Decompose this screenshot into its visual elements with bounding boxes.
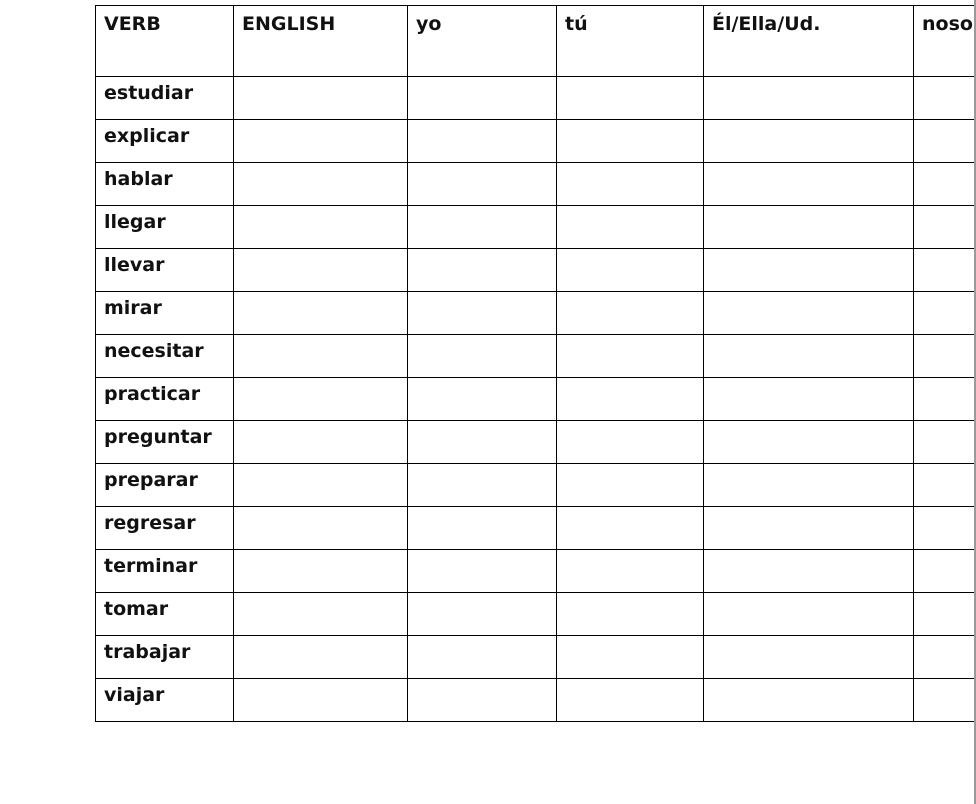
- table-row: [96, 636, 976, 679]
- english-answer-cell[interactable]: [234, 249, 408, 292]
- table-row: [96, 206, 976, 249]
- nosotros-answer-cell[interactable]: [914, 120, 976, 163]
- tu-answer-cell[interactable]: [557, 464, 704, 507]
- table-row: [96, 593, 976, 636]
- header-english: ENGLISH: [234, 6, 408, 77]
- verb-cell: llegar: [96, 206, 234, 249]
- english-answer-cell[interactable]: [234, 120, 408, 163]
- yo-answer-cell[interactable]: [408, 593, 557, 636]
- verb-cell: terminar: [96, 550, 234, 593]
- yo-answer-cell[interactable]: [408, 292, 557, 335]
- verb-cell: mirar: [96, 292, 234, 335]
- english-answer-cell[interactable]: [234, 206, 408, 249]
- yo-answer-cell[interactable]: [408, 550, 557, 593]
- nosotros-answer-cell[interactable]: [914, 593, 976, 636]
- tu-answer-cell[interactable]: [557, 378, 704, 421]
- el-ella-ud-answer-cell[interactable]: [704, 335, 914, 378]
- tu-answer-cell[interactable]: [557, 679, 704, 722]
- el-ella-ud-answer-cell[interactable]: [704, 249, 914, 292]
- el-ella-ud-answer-cell[interactable]: [704, 378, 914, 421]
- yo-answer-cell[interactable]: [408, 464, 557, 507]
- tu-answer-cell[interactable]: [557, 636, 704, 679]
- nosotros-answer-cell[interactable]: [914, 421, 976, 464]
- yo-answer-cell[interactable]: [408, 507, 557, 550]
- table-row: [96, 335, 976, 378]
- nosotros-answer-cell[interactable]: [914, 378, 976, 421]
- table-row: [96, 77, 976, 120]
- el-ella-ud-answer-cell[interactable]: [704, 636, 914, 679]
- table-row: [96, 507, 976, 550]
- yo-answer-cell[interactable]: [408, 378, 557, 421]
- verb-cell: estudiar: [96, 77, 234, 120]
- table-row: [96, 464, 976, 507]
- yo-answer-cell[interactable]: [408, 636, 557, 679]
- verb-cell: necesitar: [96, 335, 234, 378]
- yo-answer-cell[interactable]: [408, 77, 557, 120]
- yo-answer-cell[interactable]: [408, 249, 557, 292]
- nosotros-answer-cell[interactable]: [914, 507, 976, 550]
- el-ella-ud-answer-cell[interactable]: [704, 507, 914, 550]
- tu-answer-cell[interactable]: [557, 206, 704, 249]
- yo-answer-cell[interactable]: [408, 206, 557, 249]
- verb-cell: tomar: [96, 593, 234, 636]
- yo-answer-cell[interactable]: [408, 679, 557, 722]
- verb-cell: explicar: [96, 120, 234, 163]
- english-answer-cell[interactable]: [234, 507, 408, 550]
- header-verb: VERB: [96, 6, 234, 77]
- yo-answer-cell[interactable]: [408, 120, 557, 163]
- nosotros-answer-cell[interactable]: [914, 636, 976, 679]
- table-row: [96, 249, 976, 292]
- english-answer-cell[interactable]: [234, 593, 408, 636]
- el-ella-ud-answer-cell[interactable]: [704, 120, 914, 163]
- tu-answer-cell[interactable]: [557, 163, 704, 206]
- nosotros-answer-cell[interactable]: [914, 206, 976, 249]
- yo-answer-cell[interactable]: [408, 421, 557, 464]
- tu-answer-cell[interactable]: [557, 77, 704, 120]
- english-answer-cell[interactable]: [234, 335, 408, 378]
- header-yo: yo: [408, 6, 557, 77]
- header-nosotros: noso: [914, 6, 976, 77]
- header-tu: tú: [557, 6, 704, 77]
- tu-answer-cell[interactable]: [557, 120, 704, 163]
- english-answer-cell[interactable]: [234, 550, 408, 593]
- nosotros-answer-cell[interactable]: [914, 163, 976, 206]
- verb-cell: viajar: [96, 679, 234, 722]
- nosotros-answer-cell[interactable]: [914, 335, 976, 378]
- verb-cell: preparar: [96, 464, 234, 507]
- table-row: [96, 421, 976, 464]
- tu-answer-cell[interactable]: [557, 292, 704, 335]
- nosotros-answer-cell[interactable]: [914, 249, 976, 292]
- table-row: [96, 292, 976, 335]
- el-ella-ud-answer-cell[interactable]: [704, 593, 914, 636]
- el-ella-ud-answer-cell[interactable]: [704, 206, 914, 249]
- yo-answer-cell[interactable]: [408, 163, 557, 206]
- el-ella-ud-answer-cell[interactable]: [704, 77, 914, 120]
- verb-cell: trabajar: [96, 636, 234, 679]
- el-ella-ud-answer-cell[interactable]: [704, 421, 914, 464]
- english-answer-cell[interactable]: [234, 163, 408, 206]
- el-ella-ud-answer-cell[interactable]: [704, 292, 914, 335]
- table-row: [96, 120, 976, 163]
- nosotros-answer-cell[interactable]: [914, 292, 976, 335]
- verb-conjugation-table: [95, 5, 976, 722]
- verb-cell: preguntar: [96, 421, 234, 464]
- verb-cell: practicar: [96, 378, 234, 421]
- english-answer-cell[interactable]: [234, 292, 408, 335]
- table-row: [96, 378, 976, 421]
- yo-answer-cell[interactable]: [408, 335, 557, 378]
- verb-cell: regresar: [96, 507, 234, 550]
- table-row: [96, 550, 976, 593]
- el-ella-ud-answer-cell[interactable]: [704, 163, 914, 206]
- nosotros-answer-cell[interactable]: [914, 679, 976, 722]
- nosotros-answer-cell[interactable]: [914, 550, 976, 593]
- english-answer-cell[interactable]: [234, 421, 408, 464]
- nosotros-answer-cell[interactable]: [914, 77, 976, 120]
- el-ella-ud-answer-cell[interactable]: [704, 550, 914, 593]
- tu-answer-cell[interactable]: [557, 249, 704, 292]
- tu-answer-cell[interactable]: [557, 335, 704, 378]
- el-ella-ud-answer-cell[interactable]: [704, 464, 914, 507]
- tu-answer-cell[interactable]: [557, 593, 704, 636]
- tu-answer-cell[interactable]: [557, 550, 704, 593]
- english-answer-cell[interactable]: [234, 679, 408, 722]
- english-answer-cell[interactable]: [234, 464, 408, 507]
- table-row: [96, 679, 976, 722]
- verb-cell: hablar: [96, 163, 234, 206]
- english-answer-cell[interactable]: [234, 636, 408, 679]
- english-answer-cell[interactable]: [234, 77, 408, 120]
- table-header-row: [96, 6, 976, 77]
- tu-answer-cell[interactable]: [557, 421, 704, 464]
- english-answer-cell[interactable]: [234, 378, 408, 421]
- nosotros-answer-cell[interactable]: [914, 464, 976, 507]
- table-row: [96, 163, 976, 206]
- el-ella-ud-answer-cell[interactable]: [704, 679, 914, 722]
- tu-answer-cell[interactable]: [557, 507, 704, 550]
- verb-cell: llevar: [96, 249, 234, 292]
- header-el-ella-ud: Él/Ella/Ud.: [704, 6, 914, 77]
